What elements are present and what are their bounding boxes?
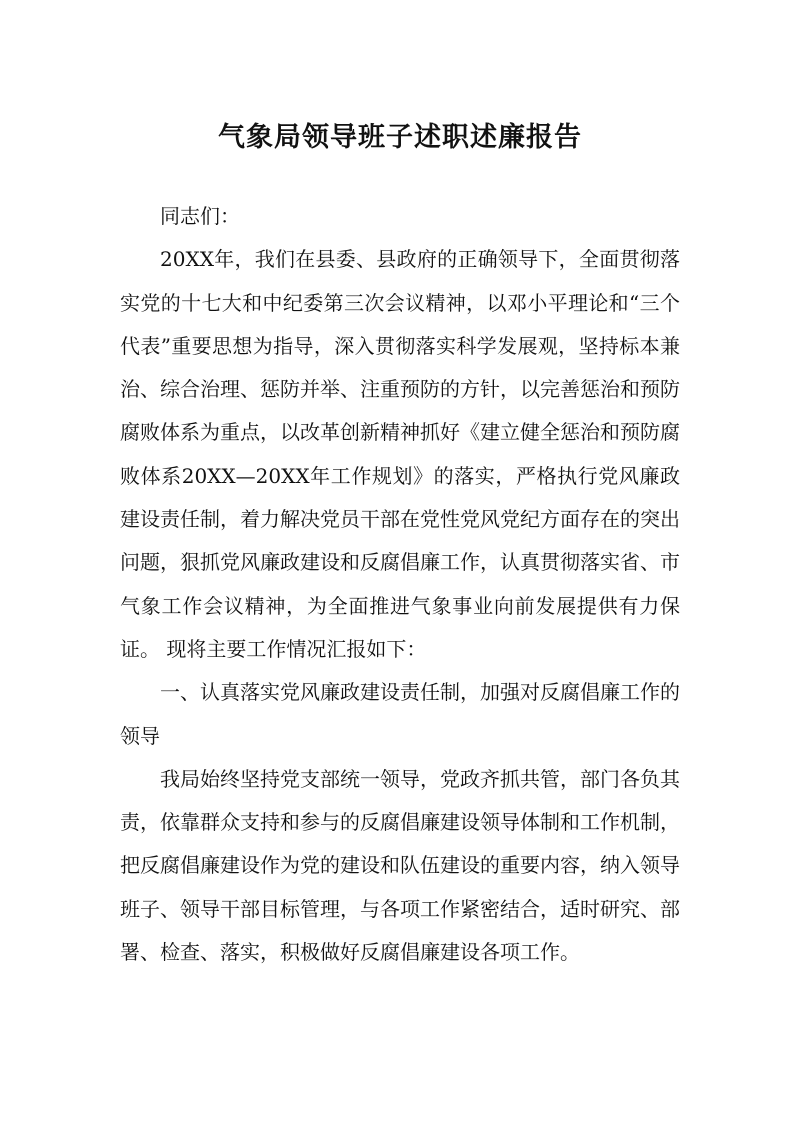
section-paragraph: 我局始终坚持党支部统一领导，党政齐抓共管，部门各负其责，依靠群众支持和参与的反腐倡廉建设领导体制和工作机制，把反腐倡廉建设作为党的建设和队伍建设的重要内容，纳入领导班子、领导干部目标管理，与各项工作紧密结合，适时研究、部署、检查、落实，积极做好反腐倡廉建设各项工作。	[120, 766, 680, 965]
intro-paragraph: 20XX年，我们在县委、县政府的正确领导下，全面贯彻落实党的十七大和中纪委第三次会议精神，以邓小平理论和“三个代表”重要思想为指导，深入贯彻落实科学发展观，坚持标本兼治、综合治理、惩防并举、注重预防的方针，以完善惩治和预防腐败体系为重点，以改革创新精神抓好《建立健全惩治和预防腐败体系20XX—20XX年工作规划》的落实，严格执行党风廉政建设责任制，着力解决党员干部在党性党风党纪方面存在的突出问题，狠抓党风廉政建设和反腐倡廉工作，认真贯彻落实省、市气象工作会议精神，为全面推进气象事业向前发展提供有力保证。 现将主要工作情况汇报如下：	[120, 247, 680, 661]
document-title: 气象局领导班子述职述廉报告	[218, 122, 582, 154]
salutation-paragraph: 同志们：	[160, 204, 240, 228]
document-body	[120, 195, 680, 974]
section-heading: 一、认真落实党风廉政建设责任制，加强对反腐倡廉工作的领导	[120, 680, 680, 748]
